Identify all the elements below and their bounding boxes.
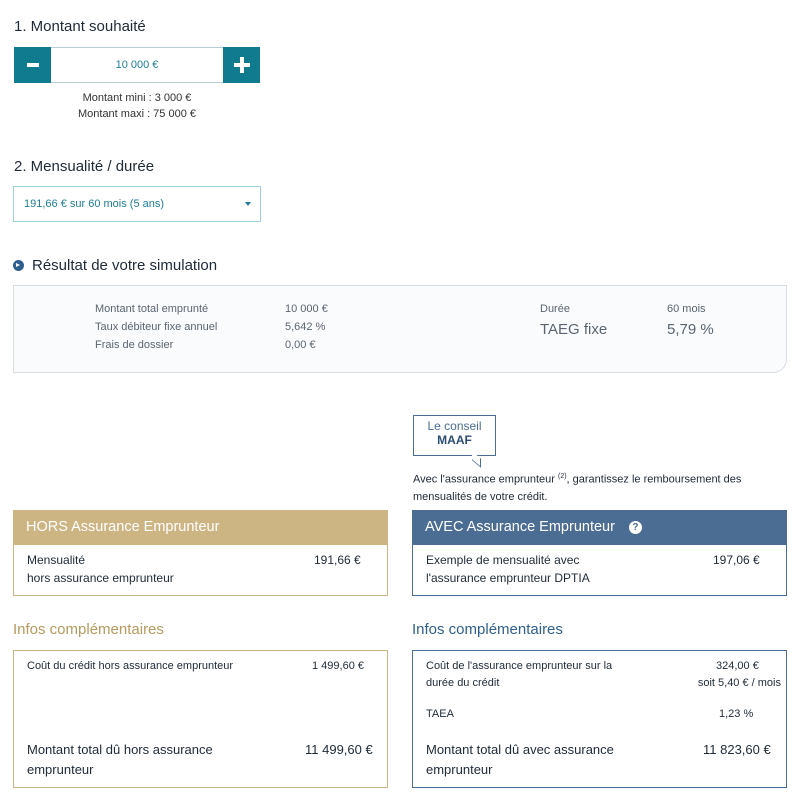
result-label-taeg: TAEG fixe — [540, 321, 608, 338]
result-label-taux: Taux débiteur fixe annuel — [95, 321, 218, 333]
avec-infos-box — [412, 650, 787, 788]
conseil-bubble-line2: MAAF — [437, 433, 472, 447]
avec-monthly-label-2: l'assurance emprunteur DPTIA — [426, 571, 590, 585]
decrease-amount-button[interactable] — [14, 47, 51, 83]
amount-min-label: Montant mini : 3 000 € — [82, 92, 192, 104]
hors-total-value: 11 499,60 € — [305, 742, 373, 757]
question-icon[interactable]: ? — [629, 521, 642, 534]
avec-infos-title: Infos complémentaires — [412, 621, 563, 638]
amount-title: 1. Montant souhaité — [14, 18, 146, 35]
amount-max-label: Montant maxi : 75 000 € — [77, 108, 196, 120]
avec-cout-monthly: soit 5,40 € / mois — [697, 677, 781, 689]
hors-monthly-value: 191,66 € — [314, 553, 361, 567]
avec-cout-value: 324,00 € — [716, 660, 759, 672]
chevron-down-icon — [245, 202, 251, 206]
amount-stepper[interactable] — [14, 47, 260, 83]
avec-monthly-label-1: Exemple de mensualité avec — [426, 553, 580, 567]
hors-header-title: HORS Assurance Emprunteur — [26, 519, 220, 535]
result-value-taux: 5,642 % — [285, 321, 326, 333]
avec-monthly-value: 197,06 € — [713, 553, 760, 567]
avec-total-value: 11 823,60 € — [703, 742, 771, 757]
hors-infos-box — [13, 650, 388, 788]
conseil-bubble — [413, 415, 496, 456]
avec-taea-label: TAEA — [426, 708, 454, 720]
result-title: Résultat de votre simulation — [32, 257, 218, 274]
hors-monthly-label-2: hors assurance emprunteur — [27, 571, 174, 585]
hors-monthly-label-1: Mensualité — [27, 553, 86, 567]
duration-title: 2. Mensualité / durée — [14, 158, 155, 175]
result-value-frais: 0,00 € — [285, 339, 316, 351]
result-label-duree: Durée — [540, 303, 570, 315]
hors-cout-label: Coût du crédit hors assurance emprunteur — [27, 660, 234, 672]
hors-total-label-1: Montant total dû hors assurance — [27, 742, 213, 757]
bullet-arrow-icon — [13, 260, 24, 271]
avec-taea-value: 1,23 % — [719, 708, 754, 720]
result-value-taeg: 5,79 % — [667, 321, 714, 338]
result-label-frais: Frais de dossier — [95, 339, 174, 351]
avec-header-title: AVEC Assurance Emprunteur — [425, 519, 615, 535]
avec-total-label-2: emprunteur — [426, 762, 493, 777]
conseil-bubble-line1: Le conseil — [427, 419, 482, 433]
hors-monthly-box — [13, 544, 388, 596]
hors-cout-value: 1 499,60 € — [312, 660, 364, 672]
hors-infos-title: Infos complémentaires — [13, 621, 164, 638]
avec-total-label-1: Montant total dû avec assurance — [426, 742, 614, 757]
result-label-montant: Montant total emprunté — [95, 303, 209, 315]
footnote-ref: (2) — [557, 473, 567, 480]
avec-cout-label-1: Coût de l'assurance emprunteur sur la — [426, 660, 613, 672]
minus-icon — [27, 63, 39, 67]
hors-header — [13, 510, 388, 544]
duration-select[interactable] — [13, 186, 261, 222]
conseil-text-end: , garantissez le remboursement des mensualités de votre crédit. — [413, 473, 742, 503]
conseil-text — [413, 468, 785, 506]
avec-header — [412, 510, 787, 544]
plus-icon — [234, 57, 250, 73]
avec-monthly-box — [412, 544, 787, 596]
increase-amount-button[interactable] — [223, 47, 260, 83]
result-value-montant: 10 000 € — [285, 303, 328, 315]
result-summary-box — [13, 285, 787, 373]
duration-selected-value: 191,66 € sur 60 mois (5 ans) — [24, 198, 165, 210]
result-value-duree: 60 mois — [667, 303, 706, 315]
avec-cout-label-2: durée du crédit — [426, 677, 500, 689]
conseil-text-start: Avec l'assurance emprunteur — [413, 473, 555, 486]
hors-total-label-2: emprunteur — [27, 762, 94, 777]
amount-input[interactable]: 10 000 € — [51, 47, 223, 83]
